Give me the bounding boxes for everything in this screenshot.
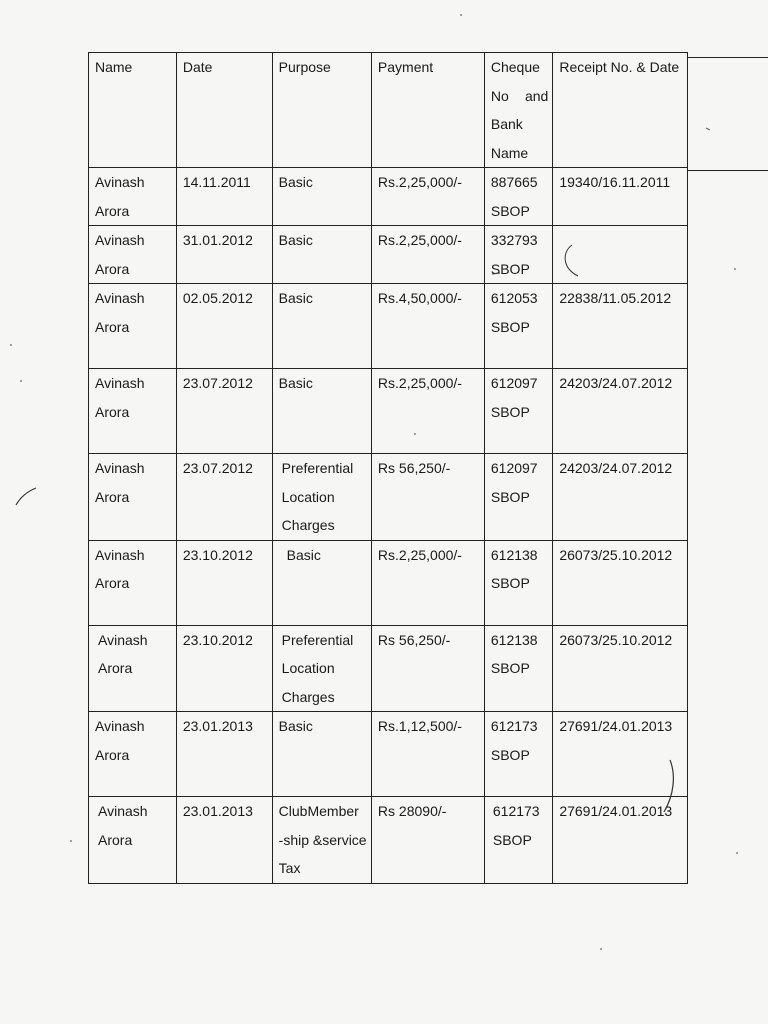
cell-date: 23.07.2012 [176,369,272,454]
cell-receipt: 22838/11.05.2012 [553,284,688,369]
table-row [89,168,688,226]
payment-ledger-table [88,52,688,884]
cell-name: Avinash Arora [89,168,177,226]
cell-payment: Rs.2,25,000/- [371,540,484,625]
table-row [89,797,688,884]
table-row [89,226,688,284]
cell-cheque: 612138 SBOP [484,625,552,712]
header-row [89,53,688,168]
cell-receipt: 27691/24.01.2013 [553,797,688,884]
cell-purpose: Basic [272,226,371,284]
header-date: Date [176,53,272,168]
cell-receipt [553,226,688,284]
cell-date: 23.01.2013 [176,797,272,884]
cell-purpose: Basic [272,168,371,226]
header-receipt: Receipt No. & Date [553,53,688,168]
cell-name: Avinash Arora [89,284,177,369]
cell-date: 14.11.2011 [176,168,272,226]
cell-name: Avinash Arora [89,712,177,797]
table-row [89,284,688,369]
speck [460,14,462,16]
header-purpose: Purpose [272,53,371,168]
cell-purpose: Basic [272,369,371,454]
cell-purpose: ClubMember -ship &service Tax [272,797,371,884]
speck [70,840,72,842]
cell-cheque: 612173 SBOP [484,712,552,797]
cell-name: Avinash Arora [89,625,177,712]
ruling-line [688,170,768,171]
speck [20,380,22,382]
header-name: Name [89,53,177,168]
cell-date: 23.01.2013 [176,712,272,797]
cell-cheque: 612053 SBOP [484,284,552,369]
cell-receipt: 24203/24.07.2012 [553,454,688,541]
table-row [89,712,688,797]
speck [736,852,738,854]
cell-name: Avinash Arora [89,454,177,541]
cell-name: Avinash Arora [89,797,177,884]
cell-receipt: 26073/25.10.2012 [553,540,688,625]
cell-date: 23.10.2012 [176,625,272,712]
cell-payment: Rs.2,25,000/- [371,226,484,284]
cell-payment: Rs.2,25,000/- [371,369,484,454]
cell-receipt: 26073/25.10.2012 [553,625,688,712]
speck [10,344,12,346]
header-cheque: Cheque No and Bank Name [484,53,552,168]
table-row [89,540,688,625]
cell-cheque: 332793 SBOP [484,226,552,284]
cell-payment: Rs.1,12,500/- [371,712,484,797]
cell-date: 02.05.2012 [176,284,272,369]
table-row [89,454,688,541]
cell-date: 23.07.2012 [176,454,272,541]
ruling-line [688,57,768,58]
cell-receipt: 24203/24.07.2012 [553,369,688,454]
cell-date: 31.01.2012 [176,226,272,284]
speck [414,433,416,435]
cell-payment: Rs.4,50,000/- [371,284,484,369]
cell-receipt: 27691/24.01.2013 [553,712,688,797]
cell-cheque: 612173 SBOP [484,797,552,884]
cell-date: 23.10.2012 [176,540,272,625]
cell-payment: Rs 56,250/- [371,454,484,541]
cell-purpose: Basic [272,712,371,797]
cell-cheque: 612097 SBOP [484,369,552,454]
cell-purpose: Preferential Location Charges [272,625,371,712]
table-row [89,369,688,454]
cell-purpose: Basic [272,284,371,369]
cell-purpose: Basic [272,540,371,625]
cell-cheque: 612138 SBOP [484,540,552,625]
cell-receipt: 19340/16.11.2011 [553,168,688,226]
cell-purpose: Preferential Location Charges [272,454,371,541]
header-payment: Payment [371,53,484,168]
cell-name: Avinash Arora [89,226,177,284]
speck [600,948,602,950]
cell-payment: Rs 56,250/- [371,625,484,712]
table-row [89,625,688,712]
cell-cheque: 612097 SBOP [484,454,552,541]
cell-payment: Rs.2,25,000/- [371,168,484,226]
cell-cheque: 887665 SBOP [484,168,552,226]
speck [734,268,736,270]
cell-name: Avinash Arora [89,540,177,625]
cell-name: Avinash Arora [89,369,177,454]
cell-payment: Rs 28090/- [371,797,484,884]
